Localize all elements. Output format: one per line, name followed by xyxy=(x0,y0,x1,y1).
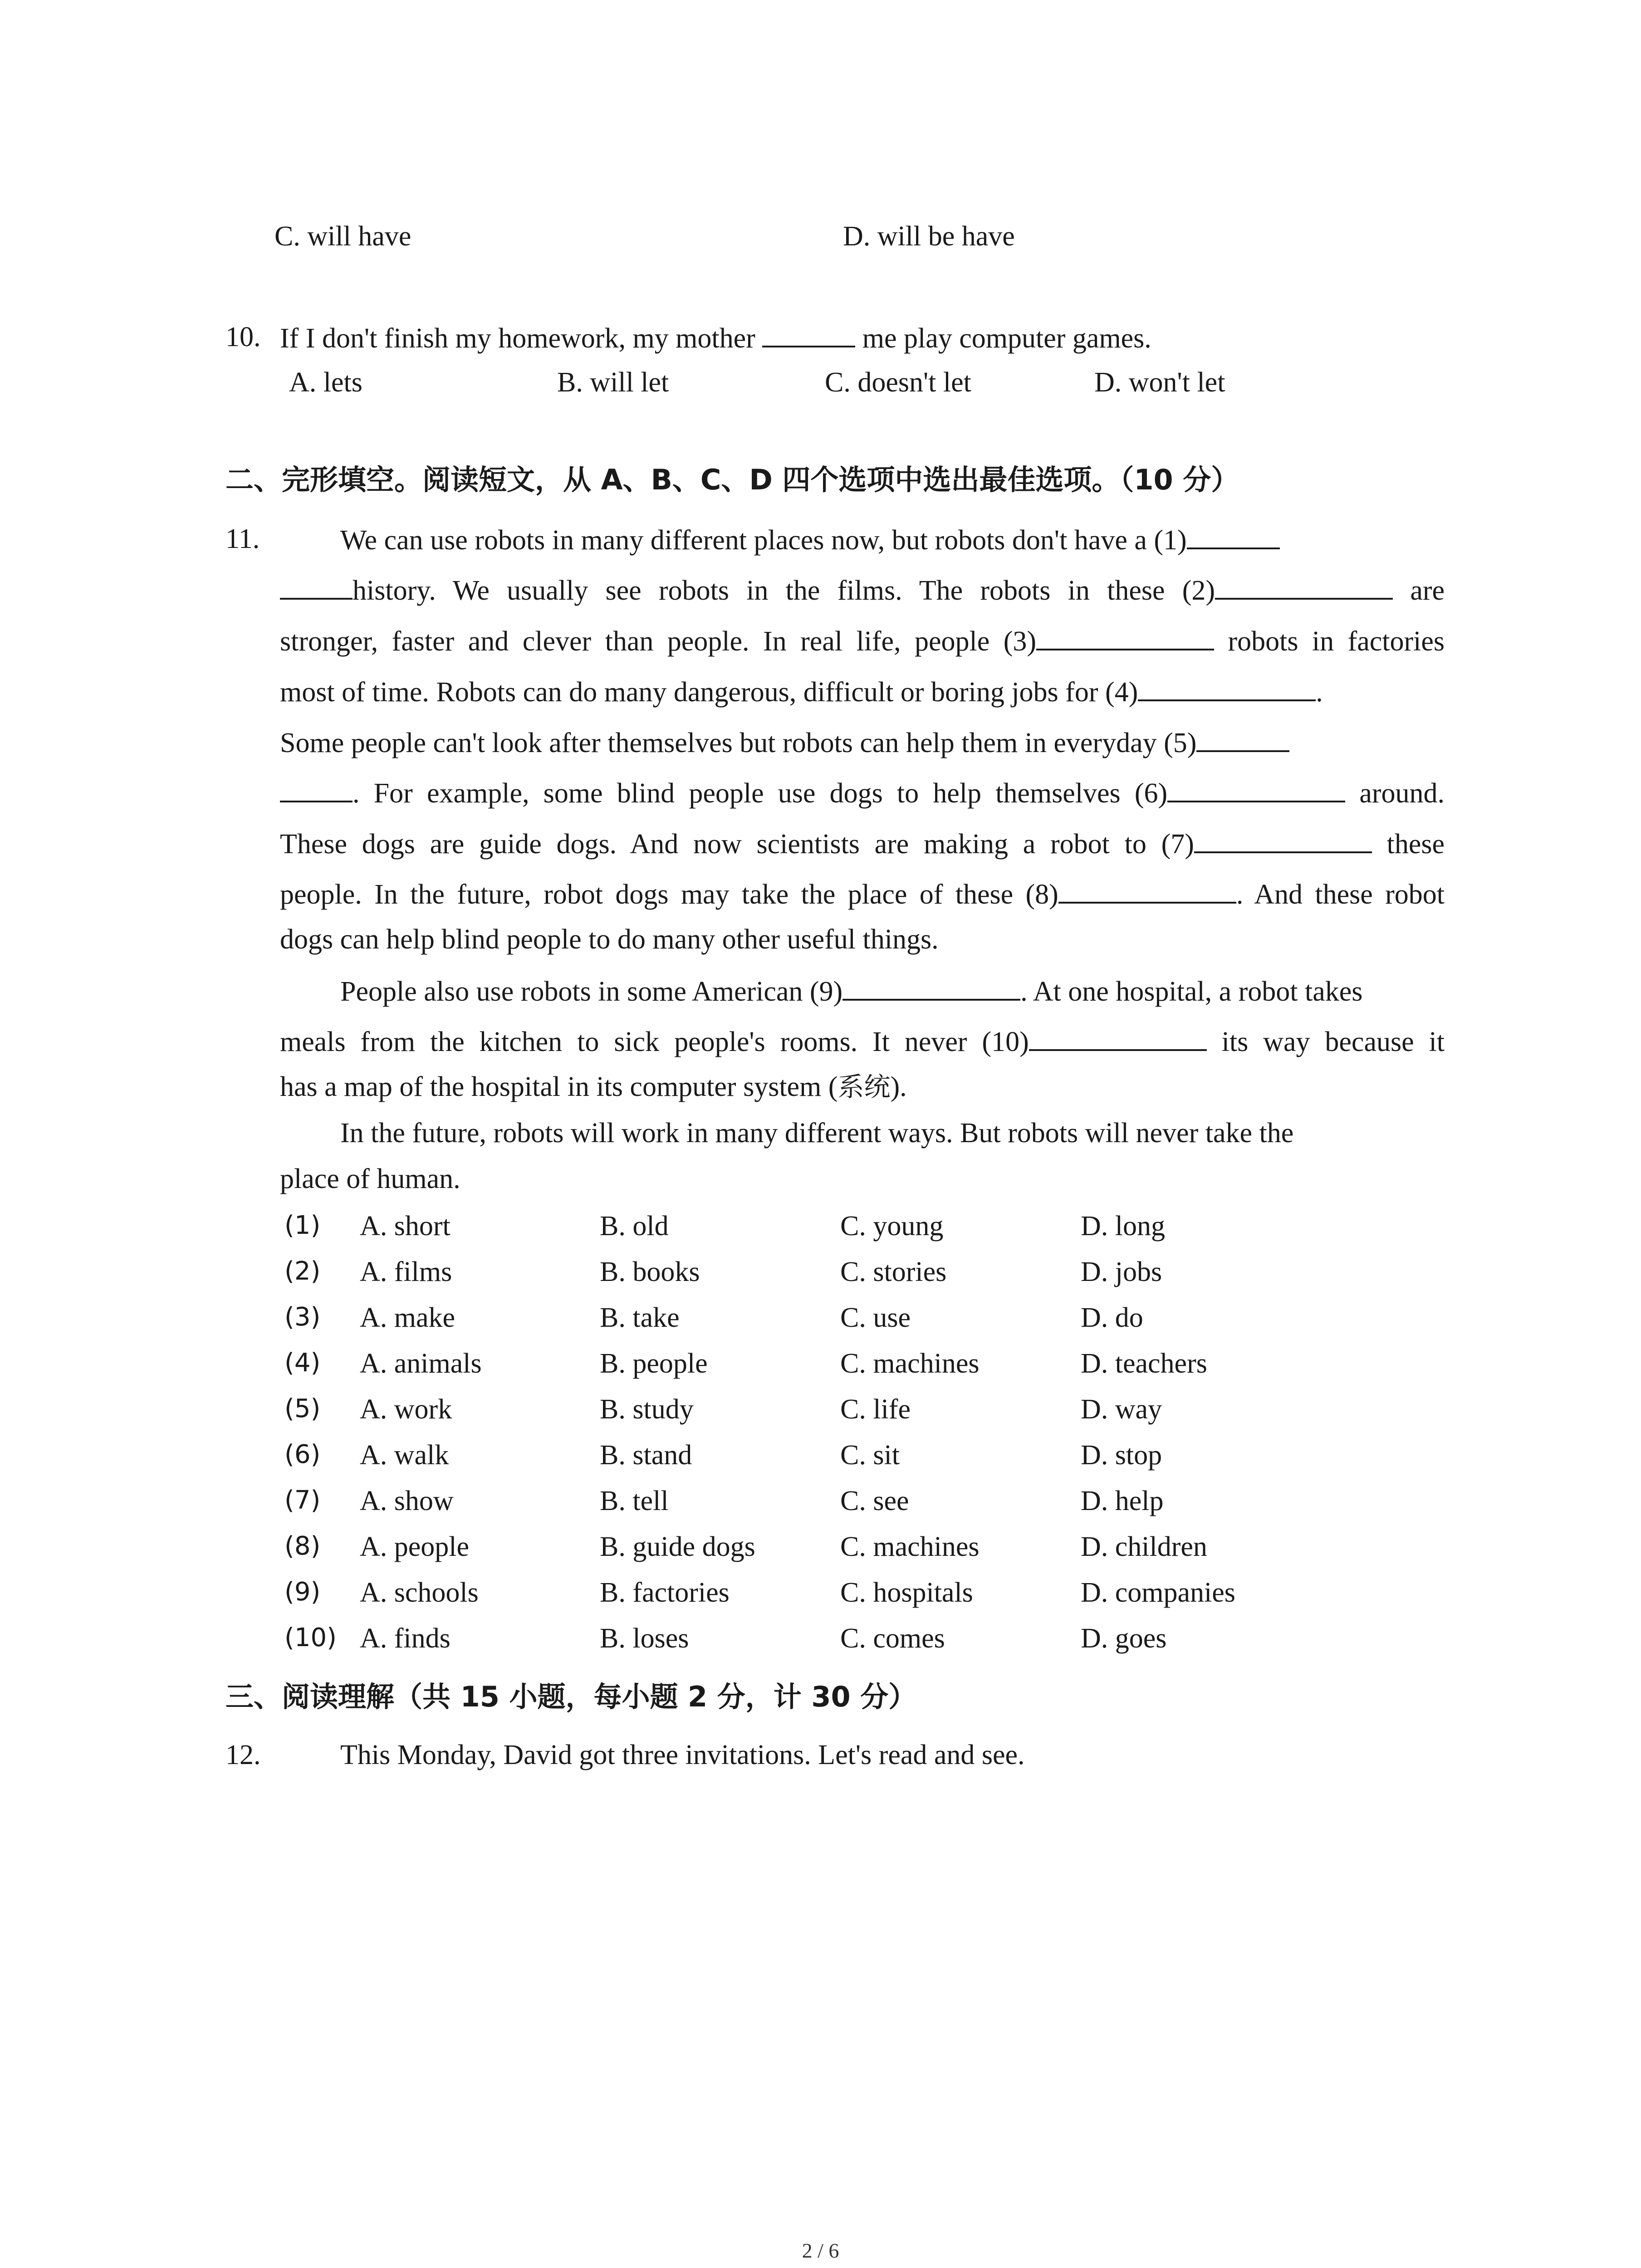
section3-heading: 三、阅读理解（共 15 小题，每小题 2 分，计 30 分） xyxy=(225,1680,917,1713)
passage-text: around. xyxy=(1359,778,1445,809)
cloze-blank-1-cont xyxy=(280,575,353,600)
choice-option-d: D. long xyxy=(1081,1211,1165,1242)
choice-number: (2) xyxy=(284,1256,321,1286)
q9-option-c: C. will have xyxy=(274,221,411,252)
choice-option-d: D. teachers xyxy=(1081,1348,1207,1379)
cloze-blank-3 xyxy=(1036,626,1214,650)
choice-option-a: A. schools xyxy=(360,1577,479,1608)
choice-option-b: B. people xyxy=(600,1348,708,1379)
q10-option-c: C. doesn't let xyxy=(825,367,971,398)
passage-text: people. In the future, robot dogs may take the place of these (8) xyxy=(280,879,1058,910)
choice-option-b: B. study xyxy=(600,1394,694,1425)
cloze-blank-1 xyxy=(1187,525,1280,549)
choice-option-b: B. tell xyxy=(600,1486,669,1516)
choice-option-c: C. machines xyxy=(840,1531,980,1562)
q11-number: 11. xyxy=(225,523,260,554)
choice-option-a: A. walk xyxy=(360,1440,449,1471)
choice-option-a: A. make xyxy=(360,1302,456,1333)
passage-line-3 xyxy=(280,626,1445,655)
choice-number: (10) xyxy=(284,1623,337,1652)
choice-option-a: A. finds xyxy=(360,1623,451,1654)
passage-text: We can use robots in many different places now, but robots don't have a (1) xyxy=(340,525,1187,556)
passage-line-11 xyxy=(280,1026,1445,1056)
cloze-blank-5 xyxy=(1196,728,1289,752)
choice-option-b: B. guide dogs xyxy=(600,1531,755,1562)
passage-text: ). xyxy=(890,1071,907,1102)
passage-line-14 xyxy=(280,1165,460,1193)
q10-stem-before: If I don't finish my homework, my mother xyxy=(280,323,755,354)
passage-text: These dogs are guide dogs. And now scientists are making a robot to (7) xyxy=(280,829,1194,860)
cloze-blank-8 xyxy=(1058,879,1236,904)
choice-option-a: A. films xyxy=(360,1256,452,1287)
choice-option-c: C. comes xyxy=(840,1623,945,1654)
passage-text: most of time. Robots can do many dangerous, difficult or boring jobs for (4) xyxy=(280,677,1138,708)
q10-option-a: A. lets xyxy=(289,367,362,398)
choice-option-c: C. stories xyxy=(840,1256,947,1287)
choice-number: (9) xyxy=(284,1577,321,1607)
choice-option-d: D. companies xyxy=(1081,1577,1235,1608)
cloze-blank-6 xyxy=(1167,778,1345,802)
choice-option-c: C. sit xyxy=(840,1440,900,1471)
passage-text: place of human. xyxy=(280,1163,460,1194)
choice-option-c: C. see xyxy=(840,1486,909,1516)
choice-option-d: D. way xyxy=(1081,1394,1162,1425)
q10-stem-after: me play computer games. xyxy=(862,323,1151,354)
passage-line-13 xyxy=(340,1119,1293,1147)
choice-option-d: D. jobs xyxy=(1081,1256,1162,1287)
choice-number: (3) xyxy=(284,1302,321,1332)
choice-option-a: A. show xyxy=(360,1486,454,1516)
choice-option-c: C. young xyxy=(840,1211,944,1242)
passage-text: In the future, robots will work in many different ways. But robots will never take the xyxy=(340,1118,1294,1149)
choice-option-a: A. work xyxy=(360,1394,452,1425)
choice-option-b: B. factories xyxy=(600,1577,730,1608)
q12-text: This Monday, David got three invitations. Let's read and see. xyxy=(340,1740,1025,1770)
choice-number: (8) xyxy=(284,1531,321,1561)
passage-text: . And these robot xyxy=(1236,879,1445,910)
passage-line-2 xyxy=(280,575,1445,605)
passage-text: history. We usually see robots in the films. The robots in these (2) xyxy=(353,575,1215,606)
passage-text: these xyxy=(1386,829,1445,860)
choice-option-c: C. use xyxy=(840,1302,911,1333)
choice-option-c: C. life xyxy=(840,1394,911,1425)
q10-option-b: B. will let xyxy=(557,367,669,398)
choice-option-b: B. books xyxy=(600,1256,700,1287)
passage-line-1 xyxy=(340,525,1280,554)
choice-number: (4) xyxy=(284,1348,321,1378)
page-number: 2 / 6 xyxy=(802,2239,839,2262)
choice-option-a: A. short xyxy=(360,1211,451,1242)
passage-text: robots in factories xyxy=(1228,626,1445,657)
passage-line-5 xyxy=(280,728,1289,757)
q9-option-d: D. will be have xyxy=(843,221,1015,252)
passage-text: People also use robots in some American (9) xyxy=(340,976,843,1007)
choice-number: (1) xyxy=(284,1211,321,1240)
choice-option-b: B. loses xyxy=(600,1623,689,1654)
choice-number: (6) xyxy=(284,1440,321,1469)
choice-option-d: D. stop xyxy=(1081,1440,1162,1471)
choice-option-d: D. children xyxy=(1081,1531,1207,1562)
passage-text: . xyxy=(1316,677,1323,708)
cloze-blank-10 xyxy=(1029,1026,1207,1051)
choice-option-c: C. machines xyxy=(840,1348,980,1379)
choice-option-d: D. do xyxy=(1081,1302,1143,1333)
passage-line-12 xyxy=(280,1073,907,1101)
q10-option-d: D. won't let xyxy=(1094,367,1225,398)
passage-text: . At one hospital, a robot takes xyxy=(1020,976,1363,1007)
choice-number: (5) xyxy=(284,1394,321,1423)
q10-stem xyxy=(280,323,1151,352)
cloze-blank-9 xyxy=(843,976,1020,1001)
passage-text: Some people can't look after themselves but robots can help them in everyday (5) xyxy=(280,728,1197,758)
q10-number: 10. xyxy=(225,322,261,352)
choice-option-d: D. help xyxy=(1081,1486,1164,1516)
choice-option-c: C. hospitals xyxy=(840,1577,973,1608)
passage-text: meals from the kitchen to sick people's rooms. It never (10) xyxy=(280,1026,1029,1057)
passage-text: are xyxy=(1410,575,1445,606)
cloze-blank-4 xyxy=(1138,677,1316,701)
choice-option-b: B. stand xyxy=(600,1440,692,1471)
choice-option-a: A. animals xyxy=(360,1348,482,1379)
cloze-blank-7 xyxy=(1194,829,1372,853)
choice-option-b: B. take xyxy=(600,1302,680,1333)
cloze-blank-5-cont xyxy=(280,778,353,802)
passage-line-6 xyxy=(280,778,1445,807)
section2-heading: 二、完形填空。阅读短文，从 A、B、C、D 四个选项中选出最佳选项。（10 分） xyxy=(225,463,1239,496)
choice-option-b: B. old xyxy=(600,1211,669,1242)
passage-line-10 xyxy=(340,976,1362,1006)
passage-text: has a map of the hospital in its computer system ( xyxy=(280,1071,838,1102)
choice-option-a: A. people xyxy=(360,1531,470,1562)
passage-text: its way because it xyxy=(1221,1026,1445,1057)
passage-text: stronger, faster and clever than people. In real life, people (3) xyxy=(280,626,1037,657)
passage-line-7 xyxy=(280,829,1445,858)
passage-line-9 xyxy=(280,925,939,953)
q10-blank xyxy=(762,323,855,347)
passage-text: dogs can help blind people to do many other useful things. xyxy=(280,924,939,955)
choice-number: (7) xyxy=(284,1486,321,1515)
choice-option-d: D. goes xyxy=(1081,1623,1167,1654)
q12-number: 12. xyxy=(225,1740,261,1770)
passage-text: . For example, some blind people use dogs to help themselves (6) xyxy=(353,778,1168,809)
passage-line-8 xyxy=(280,879,1445,909)
cloze-blank-2 xyxy=(1215,575,1393,600)
passage-text-cjk: 系统 xyxy=(838,1071,891,1102)
passage-line-4 xyxy=(280,677,1323,706)
